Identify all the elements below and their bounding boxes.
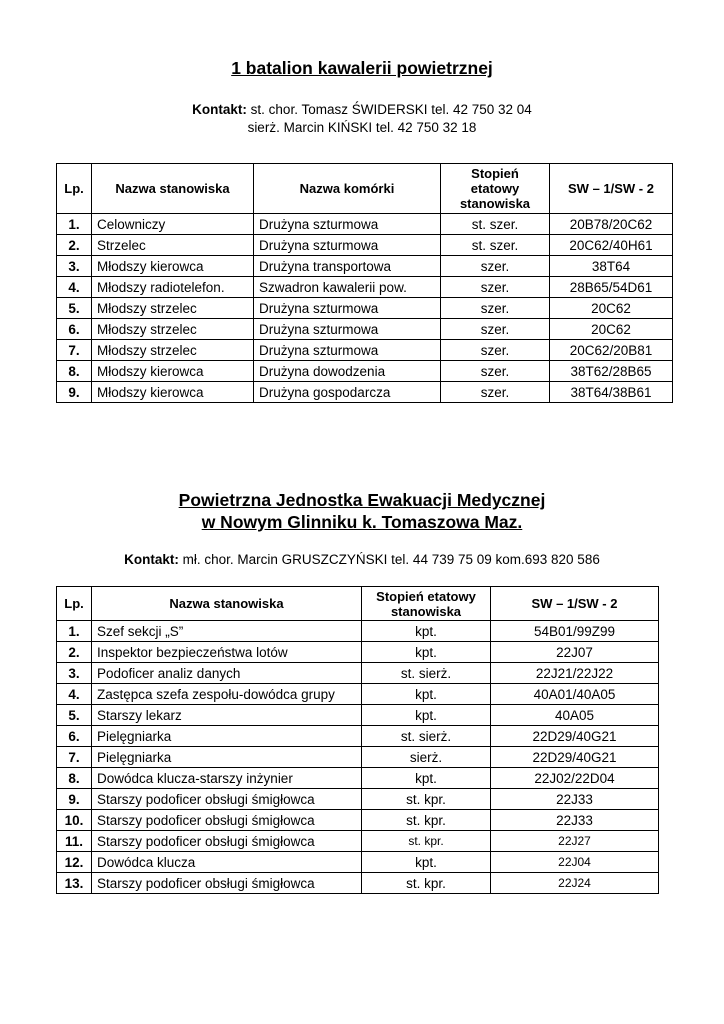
header-rank: Stopień etatowy stanowiska (362, 587, 491, 621)
cell-sw: 38T64/38B61 (550, 382, 673, 403)
table-row (57, 235, 673, 256)
section2-title-line1: Powietrzna Jednostka Ewakuacji Medycznej (178, 490, 546, 510)
cell-lp: 1. (57, 214, 92, 235)
cell-rank: kpt. (362, 768, 491, 789)
cell-name: Podoficer analiz danych (92, 663, 362, 684)
cell-sw: 22J24 (491, 873, 659, 894)
cell-name: Starszy podoficer obsługi śmigłowca (92, 810, 362, 831)
cell-rank: kpt. (362, 705, 491, 726)
section2-contact (0, 551, 724, 569)
section2-title-line2: w Nowym Glinniku k. Tomaszowa Maz. (201, 512, 523, 532)
cell-lp: 9. (57, 382, 92, 403)
table-row (57, 319, 673, 340)
section2-table (56, 586, 659, 894)
cell-sw: 22J21/22J22 (491, 663, 659, 684)
cell-lp: 5. (57, 298, 92, 319)
cell-rank: kpt. (362, 621, 491, 642)
cell-name: Szef sekcji „S” (92, 621, 362, 642)
table-row (57, 684, 659, 705)
cell-rank: st. sierż. (362, 663, 491, 684)
header-name: Nazwa stanowiska (92, 587, 362, 621)
cell-name: Młodszy kierowca (92, 361, 254, 382)
cell-rank: szer. (441, 340, 550, 361)
cell-lp: 3. (57, 256, 92, 277)
cell-sw: 28B65/54D61 (550, 277, 673, 298)
cell-unit: Drużyna gospodarcza (254, 382, 441, 403)
cell-unit: Drużyna szturmowa (254, 340, 441, 361)
cell-name: Pielęgniarka (92, 747, 362, 768)
cell-rank: kpt. (362, 852, 491, 873)
header-name: Nazwa stanowiska (92, 164, 254, 214)
cell-lp: 8. (57, 768, 92, 789)
table-row (57, 705, 659, 726)
header-lp: Lp. (57, 587, 92, 621)
cell-sw: 22D29/40G21 (491, 726, 659, 747)
cell-rank: szer. (441, 298, 550, 319)
cell-rank: sierż. (362, 747, 491, 768)
cell-name: Dowódca klucza (92, 852, 362, 873)
cell-sw: 22J02/22D04 (491, 768, 659, 789)
cell-name: Starszy podoficer obsługi śmigłowca (92, 831, 362, 852)
cell-lp: 13. (57, 873, 92, 894)
cell-sw: 22D29/40G21 (491, 747, 659, 768)
cell-unit: Drużyna szturmowa (254, 235, 441, 256)
cell-rank: szer. (441, 277, 550, 298)
table-header-row (57, 587, 659, 621)
cell-name: Inspektor bezpieczeństwa lotów (92, 642, 362, 663)
cell-rank: st. kpr. (362, 831, 491, 852)
cell-sw: 38T64 (550, 256, 673, 277)
contact-label: Kontakt: (124, 552, 179, 567)
header-lp: Lp. (57, 164, 92, 214)
table-row (57, 382, 673, 403)
cell-lp: 10. (57, 810, 92, 831)
cell-sw: 20C62/40H61 (550, 235, 673, 256)
cell-lp: 11. (57, 831, 92, 852)
cell-rank: kpt. (362, 642, 491, 663)
cell-lp: 8. (57, 361, 92, 382)
section1-contact-line1 (0, 101, 724, 119)
cell-lp: 2. (57, 235, 92, 256)
section1-contact-line2: sierż. Marcin KIŃSKI tel. 42 750 32 18 (247, 120, 477, 135)
cell-name: Starszy podoficer obsługi śmigłowca (92, 873, 362, 894)
cell-unit: Drużyna transportowa (254, 256, 441, 277)
cell-rank: st. kpr. (362, 789, 491, 810)
cell-name: Starszy lekarz (92, 705, 362, 726)
cell-unit: Szwadron kawalerii pow. (254, 277, 441, 298)
header-sw: SW – 1/SW - 2 (491, 587, 659, 621)
table-row (57, 831, 659, 852)
table-row (57, 789, 659, 810)
cell-lp: 3. (57, 663, 92, 684)
cell-sw: 20C62 (550, 298, 673, 319)
section1-table (56, 163, 673, 403)
cell-name: Młodszy strzelec (92, 340, 254, 361)
table-row (57, 277, 673, 298)
table-row (57, 810, 659, 831)
table-row (57, 214, 673, 235)
section1-title: 1 batalion kawalerii powietrznej (231, 58, 493, 78)
cell-sw: 20C62 (550, 319, 673, 340)
header-unit: Nazwa komórki (254, 164, 441, 214)
cell-rank: st. szer. (441, 214, 550, 235)
table-row (57, 361, 673, 382)
cell-name: Młodszy strzelec (92, 298, 254, 319)
cell-rank: st. szer. (441, 235, 550, 256)
cell-sw: 22J07 (491, 642, 659, 663)
cell-lp: 9. (57, 789, 92, 810)
cell-rank: szer. (441, 382, 550, 403)
cell-lp: 6. (57, 726, 92, 747)
contact-text: st. chor. Tomasz ŚWIDERSKI tel. 42 750 32 04 (246, 102, 532, 117)
cell-rank: szer. (441, 256, 550, 277)
table-row (57, 873, 659, 894)
table-row (57, 642, 659, 663)
table-row (57, 663, 659, 684)
cell-unit: Drużyna szturmowa (254, 319, 441, 340)
table-row (57, 747, 659, 768)
cell-lp: 1. (57, 621, 92, 642)
cell-lp: 7. (57, 340, 92, 361)
cell-rank: st. kpr. (362, 810, 491, 831)
cell-lp: 12. (57, 852, 92, 873)
contact-text: mł. chor. Marcin GRUSZCZYŃSKI tel. 44 739 75 09 kom.693 820 586 (178, 552, 600, 567)
cell-sw: 20C62/20B81 (550, 340, 673, 361)
table-row (57, 852, 659, 873)
header-sw: SW – 1/SW - 2 (550, 164, 673, 214)
cell-rank: st. kpr. (362, 873, 491, 894)
cell-name: Celowniczy (92, 214, 254, 235)
cell-lp: 7. (57, 747, 92, 768)
cell-sw: 54B01/99Z99 (491, 621, 659, 642)
cell-lp: 6. (57, 319, 92, 340)
cell-sw: 22J04 (491, 852, 659, 873)
cell-sw: 22J27 (491, 831, 659, 852)
cell-lp: 4. (57, 684, 92, 705)
table-row (57, 340, 673, 361)
table-row (57, 768, 659, 789)
cell-lp: 4. (57, 277, 92, 298)
table-row (57, 726, 659, 747)
cell-name: Starszy podoficer obsługi śmigłowca (92, 789, 362, 810)
cell-name: Pielęgniarka (92, 726, 362, 747)
cell-lp: 2. (57, 642, 92, 663)
cell-sw: 22J33 (491, 789, 659, 810)
cell-name: Młodszy kierowca (92, 256, 254, 277)
section2-contact-line1 (0, 551, 724, 569)
cell-sw: 20B78/20C62 (550, 214, 673, 235)
cell-rank: szer. (441, 361, 550, 382)
cell-name: Młodszy kierowca (92, 382, 254, 403)
cell-lp: 5. (57, 705, 92, 726)
header-rank: Stopień etatowy stanowiska (441, 164, 550, 214)
cell-name: Młodszy strzelec (92, 319, 254, 340)
section2-title (0, 489, 724, 533)
cell-name: Młodszy radiotelefon. (92, 277, 254, 298)
table-row (57, 298, 673, 319)
contact-label: Kontakt: (192, 102, 247, 117)
section1-contact (0, 101, 724, 137)
cell-sw: 40A05 (491, 705, 659, 726)
cell-sw: 40A01/40A05 (491, 684, 659, 705)
cell-sw: 22J33 (491, 810, 659, 831)
cell-unit: Drużyna dowodzenia (254, 361, 441, 382)
table-row (57, 256, 673, 277)
cell-rank: szer. (441, 319, 550, 340)
cell-rank: st. sierż. (362, 726, 491, 747)
cell-unit: Drużyna szturmowa (254, 298, 441, 319)
cell-name: Dowódca klucza-starszy inżynier (92, 768, 362, 789)
cell-rank: kpt. (362, 684, 491, 705)
table-header-row (57, 164, 673, 214)
cell-name: Zastępca szefa zespołu-dowódca grupy (92, 684, 362, 705)
table-row (57, 621, 659, 642)
cell-name: Strzelec (92, 235, 254, 256)
cell-sw: 38T62/28B65 (550, 361, 673, 382)
cell-unit: Drużyna szturmowa (254, 214, 441, 235)
